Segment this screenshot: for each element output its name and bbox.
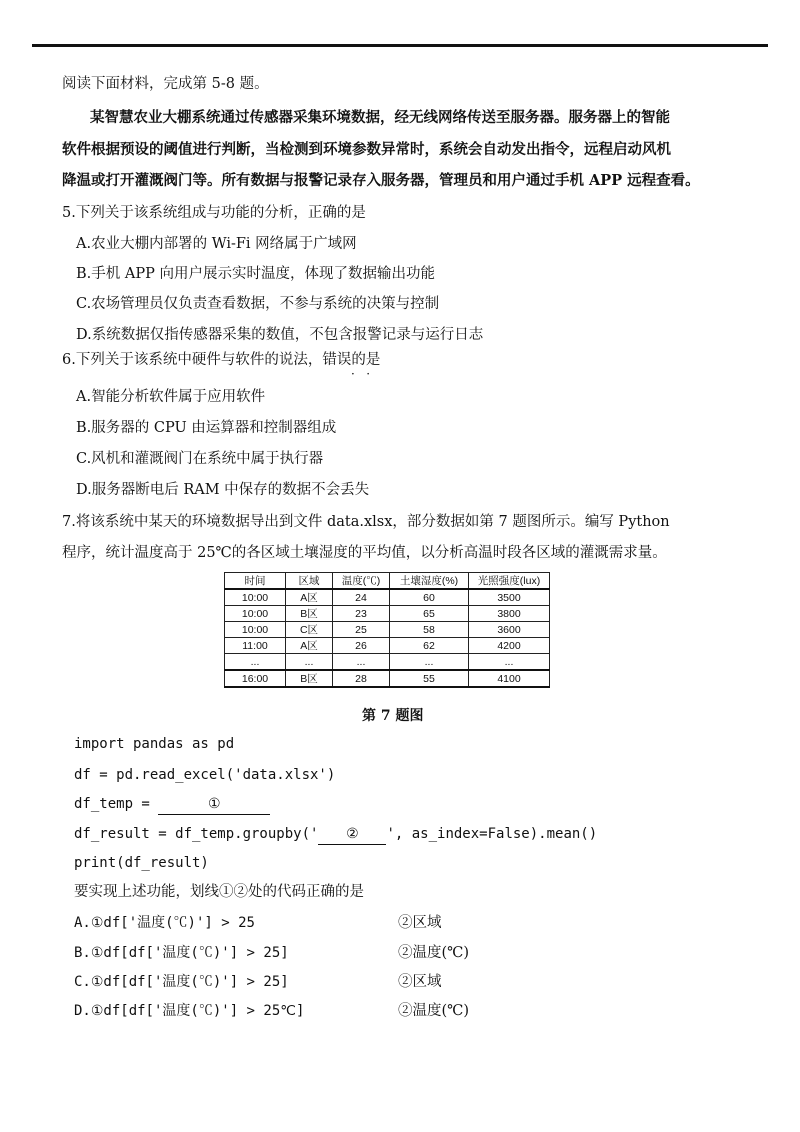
table-cell: B区 — [286, 670, 333, 687]
emphasis-dots: · · — [351, 367, 371, 381]
table-cell: 26 — [333, 638, 390, 654]
table-cell: A区 — [286, 589, 333, 606]
table-cell: 10:00 — [225, 606, 286, 622]
q7-option-d: D.①df[df['温度(℃)'] > 25℃] — [74, 1003, 305, 1019]
q7-option-b: B.①df[df['温度(℃)'] > 25] — [74, 945, 289, 961]
table-row — [225, 638, 550, 654]
table-header-cell: 区域 — [286, 573, 333, 590]
blank-2: ② — [318, 824, 386, 845]
material-line-2: 软件根据预设的阈值进行判断，当检测到环境参数异常时，系统会自动发出指令，远程启动风机 — [62, 141, 671, 158]
q7-option-d-right: ②温度(℃) — [398, 1003, 470, 1019]
table-cell: ... — [225, 654, 286, 671]
code-line-4-prefix: df_result = df_temp.groupby(' — [74, 826, 319, 842]
q5-stem: 5.下列关于该系统组成与功能的分析，正确的是 — [62, 205, 366, 221]
q7-option-c: C.①df[df['温度(℃)'] > 25] — [74, 974, 289, 990]
figure-caption: 第 7 题图 — [362, 708, 424, 724]
q6-option-a: A.智能分析软件属于应用软件 — [76, 389, 266, 405]
top-rule — [32, 44, 768, 47]
table-cell: 25 — [333, 622, 390, 638]
code-line-3-prefix: df_temp = — [74, 796, 159, 812]
table-cell: 24 — [333, 589, 390, 606]
table-cell: ... — [333, 654, 390, 671]
q5-option-c: C.农场管理员仅负责查看数据，不参与系统的决策与控制 — [76, 296, 440, 312]
table-row — [225, 654, 550, 671]
table-cell: 10:00 — [225, 589, 286, 606]
table-cell: ... — [390, 654, 469, 671]
material-line-1: 某智慧农业大棚系统通过传感器采集环境数据，经无线网络传送至服务器。服务器上的智能 — [90, 109, 670, 126]
q7-option-c-right: ②区域 — [398, 974, 442, 990]
table-header-row — [225, 573, 550, 590]
q7-option-a: A.①df['温度(℃)'] > 25 — [74, 915, 255, 931]
table-row — [225, 606, 550, 622]
table-row — [225, 589, 550, 606]
q6-option-c: C.风机和灌溉阀门在系统中属于执行器 — [76, 451, 324, 467]
reading-intro: 阅读下面材料，完成第 5-8 题。 — [62, 76, 269, 92]
table-header-cell: 光照强度(lux) — [469, 573, 550, 590]
code-line-4 — [74, 824, 597, 845]
q7-option-b-right: ②温度(℃) — [398, 945, 470, 961]
table-cell: A区 — [286, 638, 333, 654]
code-line-3 — [74, 794, 270, 815]
table-cell: 62 — [390, 638, 469, 654]
table-cell: 16:00 — [225, 670, 286, 687]
table-cell: 3600 — [469, 622, 550, 638]
table-cell: 60 — [390, 589, 469, 606]
q5-option-b: B.手机 APP 向用户展示实时温度，体现了数据输出功能 — [76, 266, 435, 282]
table-cell: 23 — [333, 606, 390, 622]
q7-stem-line-2: 程序，统计温度高于 25℃的各区域土壤湿度的平均值，以分析高温时段各区域的灌溉需求量。 — [62, 545, 667, 561]
table-cell: 65 — [390, 606, 469, 622]
table-cell: B区 — [286, 606, 333, 622]
q6-option-d: D.服务器断电后 RAM 中保存的数据不会丢失 — [76, 482, 370, 498]
table-cell: ... — [469, 654, 550, 671]
table-cell: 58 — [390, 622, 469, 638]
table-header-cell: 温度(℃) — [333, 573, 390, 590]
table-row — [225, 670, 550, 687]
table-cell: 11:00 — [225, 638, 286, 654]
table-cell: 28 — [333, 670, 390, 687]
code-line-4-suffix: ', as_index=False).mean() — [386, 826, 598, 842]
material-line-3: 降温或打开灌溉阀门等。所有数据与报警记录存入服务器，管理员和用户通过手机 APP 远程查看。 — [62, 172, 700, 189]
table-header-cell: 土壤湿度(%) — [390, 573, 469, 590]
q7-stem-line-1: 7.将该系统中某天的环境数据导出到文件 data.xlsx，部分数据如第 7 题图所示。编写 Python — [62, 514, 670, 530]
table-cell: 55 — [390, 670, 469, 687]
blank-1: ① — [158, 794, 270, 815]
code-line-1: import pandas as pd — [74, 736, 235, 752]
q5-option-a: A.农业大棚内部署的 Wi-Fi 网络属于广域网 — [76, 236, 357, 252]
table-cell: ... — [286, 654, 333, 671]
q7-option-a-right: ②区域 — [398, 915, 442, 931]
code-line-2: df = pd.read_excel('data.xlsx') — [74, 767, 336, 783]
table-cell: 10:00 — [225, 622, 286, 638]
table-row — [225, 622, 550, 638]
table-cell: 3800 — [469, 606, 550, 622]
code-line-5: print(df_result) — [74, 855, 209, 871]
q6-stem: 6.下列关于该系统中硬件与软件的说法，错误的是 — [62, 352, 381, 368]
table-cell: 3500 — [469, 589, 550, 606]
q5-option-d: D.系统数据仅指传感器采集的数值，不包含报警记录与运行日志 — [76, 327, 484, 343]
table-cell: 4100 — [469, 670, 550, 687]
q7-prompt: 要实现上述功能，划线①②处的代码正确的是 — [74, 884, 364, 900]
data-table — [224, 572, 550, 688]
table-header-cell: 时间 — [225, 573, 286, 590]
q6-option-b: B.服务器的 CPU 由运算器和控制器组成 — [76, 420, 337, 436]
table-cell: 4200 — [469, 638, 550, 654]
table-cell: C区 — [286, 622, 333, 638]
